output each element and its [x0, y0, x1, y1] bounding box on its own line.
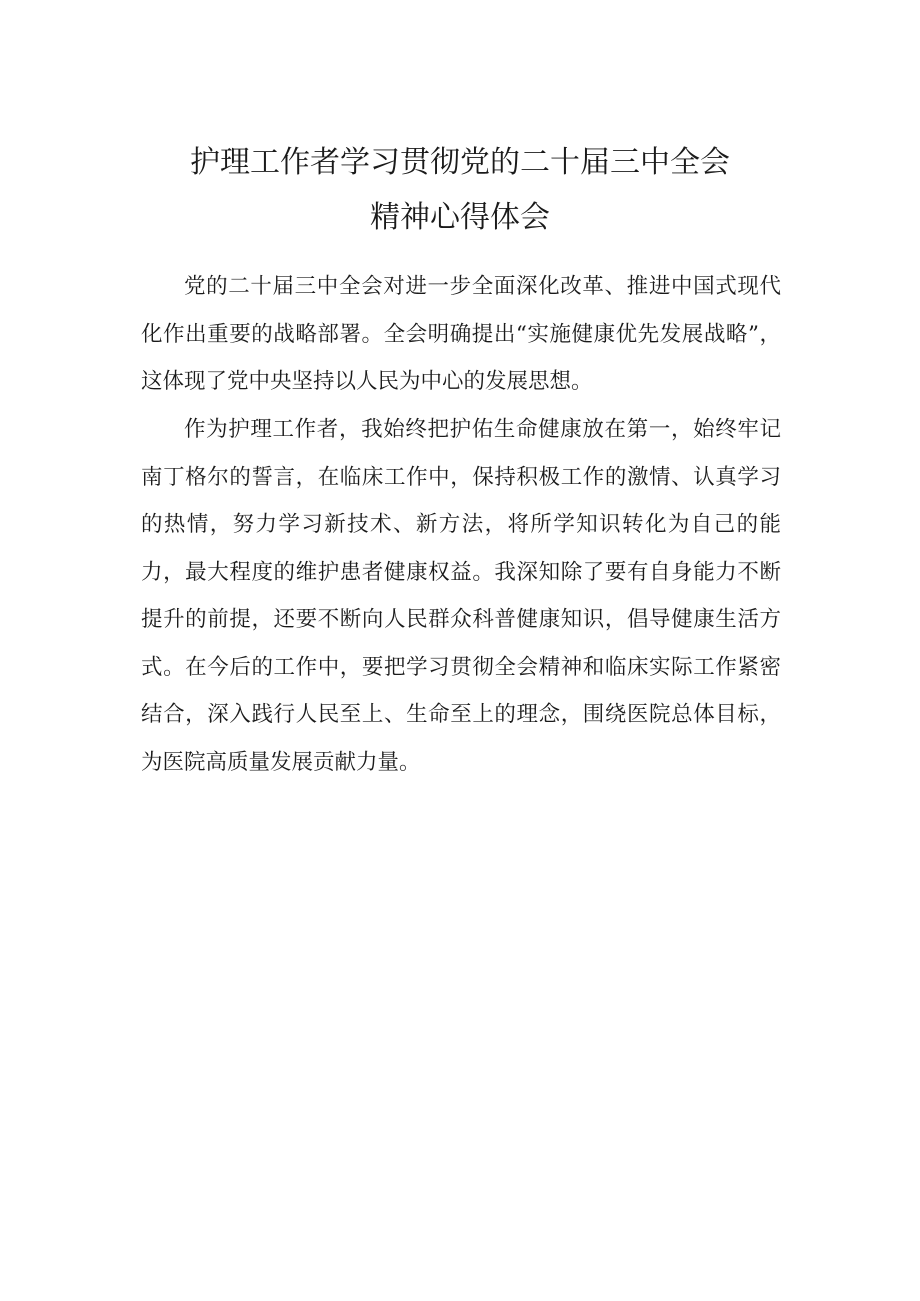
document-title-line-1: 护理工作者学习贯彻党的二十届三中全会 [190, 145, 730, 180]
body-paragraph-1: 党的二十届三中全会对进一步全面深化改革、推进中国式现代化作出重要的战略部署。全会明确提出“实施健康优先发展战略”，这体现了党中央坚持以人民为中心的发展思想。 [141, 274, 781, 394]
body-paragraph-2: 作为护理工作者，我始终把护佑生命健康放在第一，始终牢记南丁格尔的誓言，在临床工作中，保持积极工作的激情、认真学习的热情，努力学习新技术、新方法，将所学知识转化为自己的能力，最大程度的维护患者健康权益。我深知除了要有自身能力不断提升的前提，还要不断向人民群众科普健康知识，倡导健康生活方式。在今后的工作中，要把学习贯彻全会精神和临床实际工作紧密结合，深入践行人民至上、生命至上的理念，围绕医院总体目标，为医院高质量发展贡献力量。 [141, 417, 781, 775]
document-title-line-2: 精神心得体会 [370, 200, 550, 235]
